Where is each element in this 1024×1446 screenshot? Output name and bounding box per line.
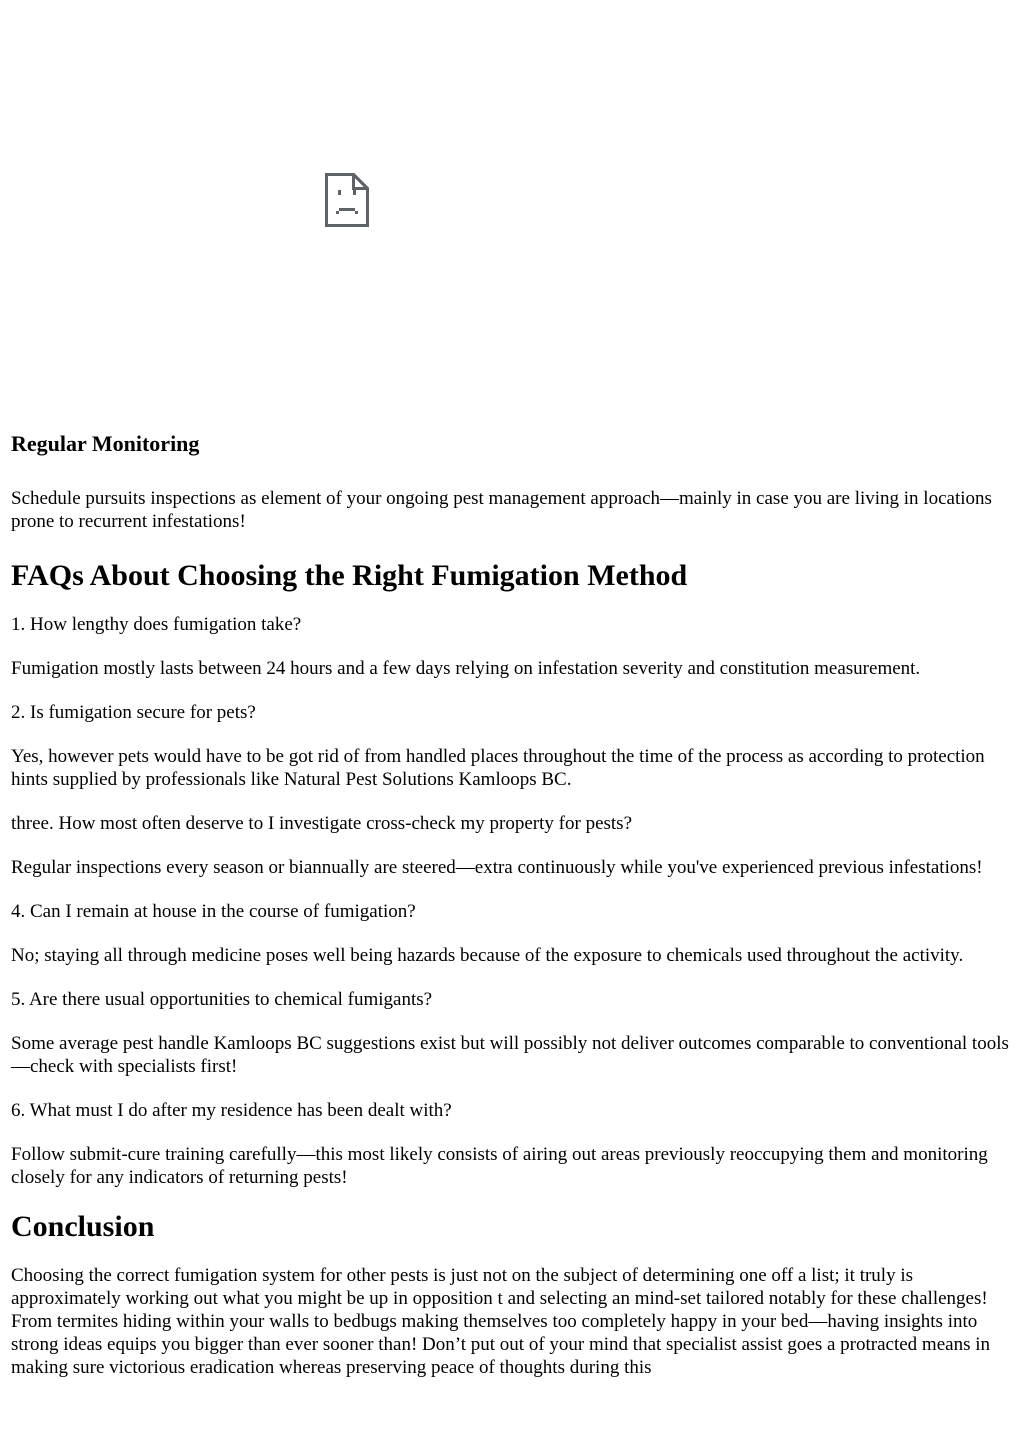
- faq-section: [11, 559, 1011, 1189]
- article-body: [11, 431, 1011, 1400]
- faq-answer: Some average pest handle Kamloops BC suggestions exist but will possibly not deliver outcomes comparable to conventional tools—check with specialists first!: [11, 1033, 1009, 1077]
- faq-answer: Regular inspections every season or biannually are steered—extra continuously while you've experienced previous infestations!: [11, 857, 983, 878]
- monitoring-text: Schedule pursuits inspections as element of your ongoing pest management approach—mainly in case you are living in locations prone to recurrent infestations!: [11, 488, 992, 532]
- faq-answer: Yes, however pets would have to be got rid of from handled places throughout the time of the process as according to protection hints supplied by professionals like Natural Pest Solutions Kamloops BC.: [11, 746, 985, 790]
- faq-question: 5. Are there usual opportunities to chemical fumigants?: [11, 989, 433, 1010]
- faq-answer: Fumigation mostly lasts between 24 hours and a few days relying on infestation severity and constitution measurement.: [11, 658, 921, 679]
- faq-heading: FAQs About Choosing the Right Fumigation Method: [11, 559, 688, 592]
- conclusion-heading: Conclusion: [11, 1210, 155, 1243]
- faq-question: three. How most often deserve to I investigate cross-check my property for pests?: [11, 813, 632, 834]
- embedded-media-frame: [11, 0, 691, 400]
- broken-image-icon: [325, 173, 369, 227]
- faq-answer: Follow submit-cure training carefully—this most likely consists of airing out areas previously reoccupying them and monitoring closely for any indicators of returning pests!: [11, 1144, 988, 1188]
- faq-question: 4. Can I remain at house in the course of fumigation?: [11, 901, 416, 922]
- monitoring-section: [11, 431, 1011, 533]
- faq-answer: No; staying all through medicine poses well being hazards because of the exposure to chemicals used throughout the activity.: [11, 945, 964, 966]
- conclusion-text: Choosing the correct fumigation system for other pests is just not on the subject of determining one off a list; it truly is approximately working out what you might be up in opposition t and selecting an mind-set tailored notably for these challenges! From termites hiding within your walls to bedbugs making themselves too completely happy in your bed—having insights into strong ideas equips you bigger than ever sooner than! Don’t put out of your mind that specialist assist goes a protracted means in making sure victorious eradication whereas preserving peace of thoughts during this: [11, 1265, 990, 1378]
- faq-list: [11, 613, 1011, 1189]
- monitoring-heading: Regular Monitoring: [11, 431, 200, 456]
- faq-question: 2. Is fumigation secure for pets?: [11, 702, 256, 723]
- faq-question: 1. How lengthy does fumigation take?: [11, 614, 302, 635]
- faq-question: 6. What must I do after my residence has been dealt with?: [11, 1100, 452, 1121]
- conclusion-section: [11, 1210, 1011, 1379]
